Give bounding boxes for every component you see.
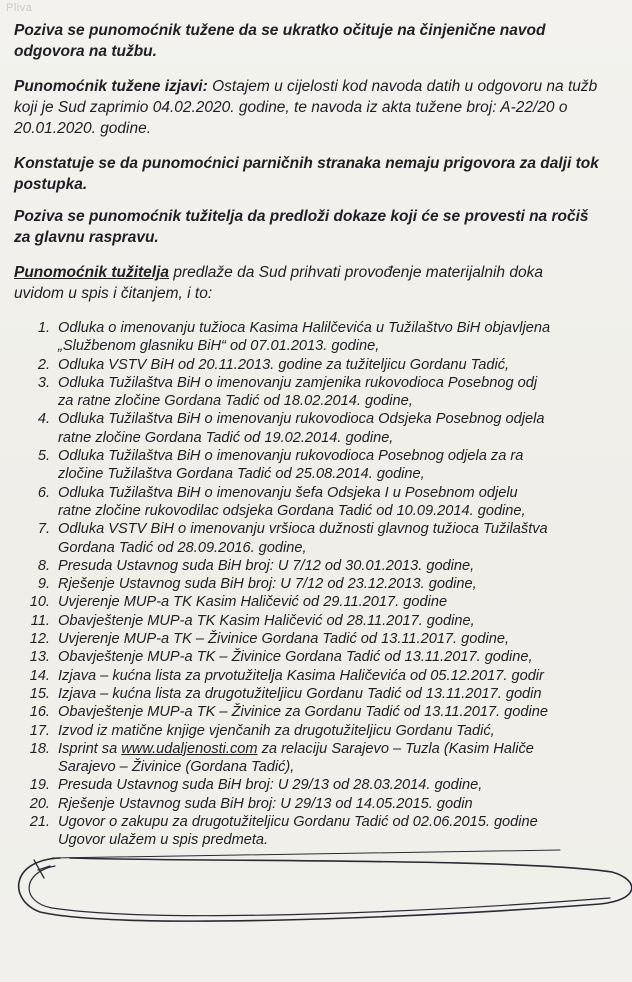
speaker-label: Punomoćnik tužene izjavi: [14, 78, 208, 95]
list-item [26, 575, 550, 593]
text-line: za glavnu raspravu. [14, 229, 159, 246]
item-text: Rješenje Ustavnog suda BiH broj: U 29/13 od 14.05.2015. godin [58, 795, 473, 812]
item-text: Rješenje Ustavnog suda BiH broj: U 7/12 od 23.12.2013. godine, [58, 576, 477, 593]
item-text: Odluka Tužilaštva BiH o imenovanju rukovodioca Odsjeka Posebnog odjela [58, 411, 545, 428]
item-number: 6. [37, 484, 50, 501]
item-text: Uvjerenje MUP-a TK – Živinice Gordana Tadić od 13.11.2017. godine, [58, 631, 510, 648]
list-item [26, 740, 550, 777]
list-item [26, 593, 550, 611]
item-text: „Službenom glasniku BiH“ od 07.01.2013. godine, [58, 338, 380, 355]
item-text: Obavještenje MUP-a TK – Živinice za Gordanu Tadić od 13.11.2017. godine [58, 704, 548, 721]
item-text: za ratne zločine Gordana Tadić od 18.02.2014. godine, [58, 393, 413, 410]
list-item [26, 667, 550, 685]
item-text: Presuda Ustavnog suda BiH broj: U 29/13 od 28.03.2014. godine, [58, 777, 483, 794]
watermark: Pliva [6, 2, 33, 14]
item-number: 8. [37, 557, 50, 574]
text-line: Poziva se punomoćnik tužitelja da predloži dokaze koji će se provesti na ročiš [14, 208, 589, 225]
item-text-suffix: za relaciju Sarajevo – Tuzla (Kasim Haliče [257, 740, 534, 757]
text-line: Konstatuje se da punomoćnici parničnih stranaka nemaju prigovora za dalji tok [14, 155, 599, 172]
text-line [14, 76, 632, 97]
item-number: 5. [37, 448, 50, 465]
list-item [26, 520, 550, 557]
list-item [26, 703, 550, 721]
item-text: Obavještenje MUP-a TK Kasim Haličević od 28.11.2017. godine, [58, 612, 475, 629]
paragraph-no-objections [14, 153, 632, 195]
item-text: ratne zločine rukovodilac odsjeka Gordana Tadić od 10.09.2014. godine, [58, 502, 526, 519]
item-text: Obavještenje MUP-a TK – Živinice Gordana Tadić od 13.11.2017. godine, [58, 649, 533, 666]
list-item [26, 612, 550, 630]
list-item [26, 630, 550, 648]
paragraph-invite-defendant [14, 20, 632, 62]
udaljenosti-link[interactable]: www.udaljenosti.com [121, 740, 258, 757]
pen-loop [29, 866, 610, 916]
list-item [26, 648, 550, 666]
item-number: 10. [29, 594, 50, 611]
item-text: ratne zločine Gordana Tadić od 19.02.2014. godine, [58, 429, 394, 446]
item-text: Gordana Tadić od 28.09.2016. godine, [58, 539, 307, 556]
list-item [26, 484, 550, 521]
item-text: Ugovor ulažem u spis predmeta. [58, 832, 269, 849]
item-text: Presuda Ustavnog suda BiH broj: U 7/12 od 30.01.2013. godine, [58, 557, 475, 574]
item-text: Odluka Tužilaštva BiH o imenovanju zamjenika rukovodioca Posebnog odj [58, 374, 538, 391]
text-line: odgovora na tužbu. [14, 43, 157, 60]
text-line [14, 262, 632, 283]
item-text [58, 740, 534, 758]
text-line: koji je Sud zaprimio 04.02.2020. godine, te navoda iz akta tužene broj: A-22/20 o [14, 99, 568, 116]
proposal-text: predlaže da Sud prihvati provođenje materijalnih doka [169, 264, 543, 281]
list-item [26, 813, 550, 850]
item-number: 15. [29, 685, 50, 702]
text-line: 20.01.2020. godine. [14, 120, 152, 137]
list-item [26, 722, 550, 740]
paragraph-plaintiff-proposal [14, 262, 632, 304]
list-item [26, 557, 550, 575]
item-text: Odluka VSTV BiH od 20.11.2013. godine za tužiteljicu Gordanu Tadić, [58, 356, 510, 373]
pen-loop [19, 858, 632, 921]
list-item [26, 685, 550, 703]
item-number: 9. [37, 576, 50, 593]
item-text: Ugovor o zakupu za drugotužiteljicu Gordanu Tadić od 02.06.2015. godine [58, 814, 538, 831]
item-number: 7. [37, 521, 50, 538]
item-number: 17. [29, 722, 50, 739]
item-number: 20. [29, 795, 50, 812]
item-text: Odluka Tužilaštva BiH o imenovanju rukovodioca Posebnog odjela za ra [58, 448, 524, 465]
item-text: Izjava – kućna lista za drugotužiteljicu Gordanu Tadić od 13.11.2017. godin [58, 685, 542, 702]
list-item [26, 356, 550, 374]
list-item [26, 776, 550, 794]
item-text: Sarajevo – Živinice (Gordana Tadić), [58, 759, 295, 776]
paragraph-invite-plaintiff [14, 206, 632, 248]
pen-tick [34, 860, 50, 878]
text-line: Poziva se punomoćnik tužene da se ukratko očituje na činjenične navod [14, 22, 546, 39]
item-number: 16. [29, 704, 50, 721]
statement-text: Ostajem u cijelosti kod navoda datih u odgovoru na tužb [207, 78, 598, 95]
item-number: 3. [37, 374, 50, 391]
evidence-list [26, 319, 550, 850]
list-item [26, 319, 550, 356]
item-text: zločine Tužilaštva Gordana Tadić od 25.08.2014. godine, [58, 466, 425, 483]
item-number: 1. [37, 320, 50, 336]
list-item [26, 447, 550, 484]
item-number: 4. [37, 411, 50, 428]
item-number: 21. [29, 814, 50, 831]
pen-underline [52, 850, 560, 858]
item-number: 18. [29, 740, 50, 757]
speaker-label: Punomoćnik tužitelja [14, 264, 170, 281]
text-line: uvidom u spis i čitanjem, i to: [14, 285, 213, 302]
item-text: Odluka VSTV BiH o imenovanju vršioca dužnosti glavnog tužioca Tužilaštva [58, 521, 548, 538]
item-number: 14. [29, 667, 50, 684]
list-item [26, 374, 550, 411]
item-text: Izvod iz matične knjige vjenčanih za drugotužiteljicu Gordanu Tadić, [58, 722, 495, 739]
item-number: 11. [30, 612, 50, 629]
paragraph-defendant-statement [14, 76, 632, 139]
item-text: Uvjerenje MUP-a TK Kasim Haličević od 29.11.2017. godine [58, 594, 448, 611]
item-number: 19. [29, 777, 50, 794]
list-item [26, 795, 550, 813]
item-text: Odluka Tužilaštva BiH o imenovanju šefa Odsjeka I u Posebnom odjelu [58, 484, 518, 501]
list-item [26, 410, 550, 447]
item-text-prefix: Isprint sa [58, 740, 122, 757]
item-number: 2. [37, 356, 50, 373]
item-number: 13. [29, 649, 50, 666]
text-line: postupka. [14, 176, 88, 193]
item-text: Izjava – kućna lista za prvotužitelja Kasima Haličevića od 05.12.2017. godir [58, 667, 544, 684]
item-text: Odluka o imenovanju tužioca Kasima Halilčevića u Tužilaštvo BiH objavljena [58, 320, 551, 336]
item-number: 12. [29, 631, 50, 648]
